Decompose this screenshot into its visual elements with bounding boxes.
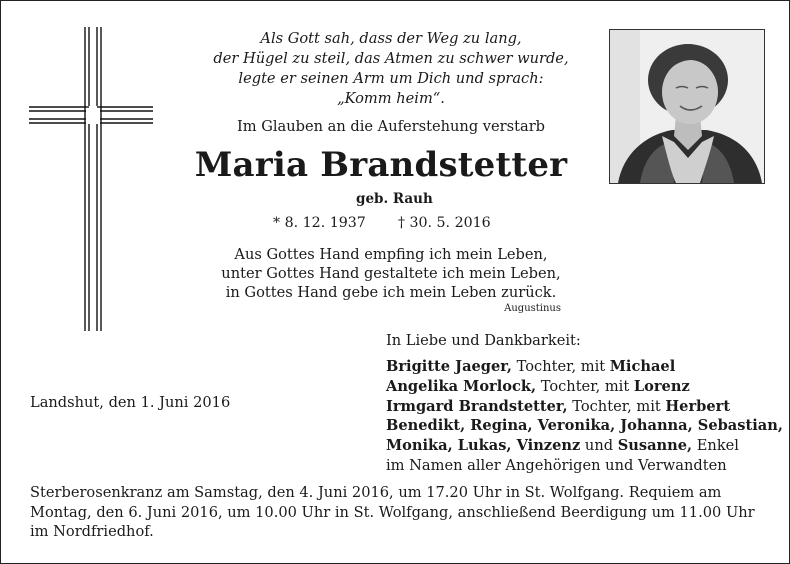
born-name: geb. Rauh xyxy=(356,191,433,207)
verse-line: in Gottes Hand gebe ich mein Leben zurück. xyxy=(225,284,557,301)
verse-line: unter Gottes Hand gestaltete ich mein Leben, xyxy=(221,265,561,282)
conjunction: und xyxy=(580,437,618,455)
footer-line: Montag, den 6. Juni 2016, um 10.00 Uhr in St. Wolfgang, anschließend Beerdigung um 11.00 Uhr xyxy=(30,503,755,521)
family-member: Irmgard Brandstetter, xyxy=(386,397,568,415)
cross-icon xyxy=(29,27,153,331)
footer-line: Sterberosenkranz am Samstag, den 4. Juni 2016, um 17.20 Uhr in St. Wolfgang. Requiem am xyxy=(30,484,722,501)
verse-author: Augustinus xyxy=(504,303,561,314)
relation: Enkel xyxy=(692,437,739,455)
relation: Tochter, mit xyxy=(536,377,634,395)
family-line xyxy=(386,416,781,436)
intro-text: Im Glauben an die Auferstehung verstarb xyxy=(236,118,546,135)
footer-line: im Nordfriedhof. xyxy=(30,523,154,540)
deceased-name: Maria Brandstetter xyxy=(194,145,568,185)
poem xyxy=(171,29,611,109)
family-line xyxy=(386,397,781,417)
relation: Tochter, mit xyxy=(567,397,666,415)
verse-line: Aus Gottes Hand empfing ich mein Leben, xyxy=(234,246,548,263)
life-dates xyxy=(273,215,491,231)
portrait-photo xyxy=(609,29,765,184)
family-line xyxy=(386,377,781,397)
family-line xyxy=(386,436,781,456)
grandchildren: Benedikt, Regina, Veronika, Johanna, Sebastian, xyxy=(386,417,783,435)
family-line: im Namen aller Angehörigen und Verwandten xyxy=(386,456,727,474)
family-member: Angelika Morlock, xyxy=(386,377,537,395)
thanks-heading: In Liebe und Dankbarkeit: xyxy=(386,332,581,349)
family-list xyxy=(386,357,781,476)
poem-line: „Komm heim“. xyxy=(337,90,445,107)
family-member: Brigitte Jaeger, xyxy=(386,358,513,375)
poem-line: der Hügel zu steil, das Atmen zu schwer wurde, xyxy=(213,50,569,67)
family-member: Michael xyxy=(609,358,676,375)
verse xyxy=(171,245,611,302)
poem-line: legte er seinen Arm um Dich und sprach: xyxy=(238,70,544,87)
relation: Tochter, mit xyxy=(512,358,610,375)
death-date: † 30. 5. 2016 xyxy=(397,215,491,231)
place-date: Landshut, den 1. Juni 2016 xyxy=(30,394,231,411)
service-details xyxy=(30,483,770,542)
family-member: Herbert xyxy=(665,397,731,415)
grandchildren: Susanne, xyxy=(617,437,693,455)
poem-line: Als Gott sah, dass der Weg zu lang, xyxy=(260,30,522,47)
family-member: Lorenz xyxy=(633,377,690,395)
birth-date: * 8. 12. 1937 xyxy=(273,215,366,231)
grandchildren: Monika, Lukas, Vinzenz xyxy=(386,437,581,455)
family-line xyxy=(386,357,781,377)
